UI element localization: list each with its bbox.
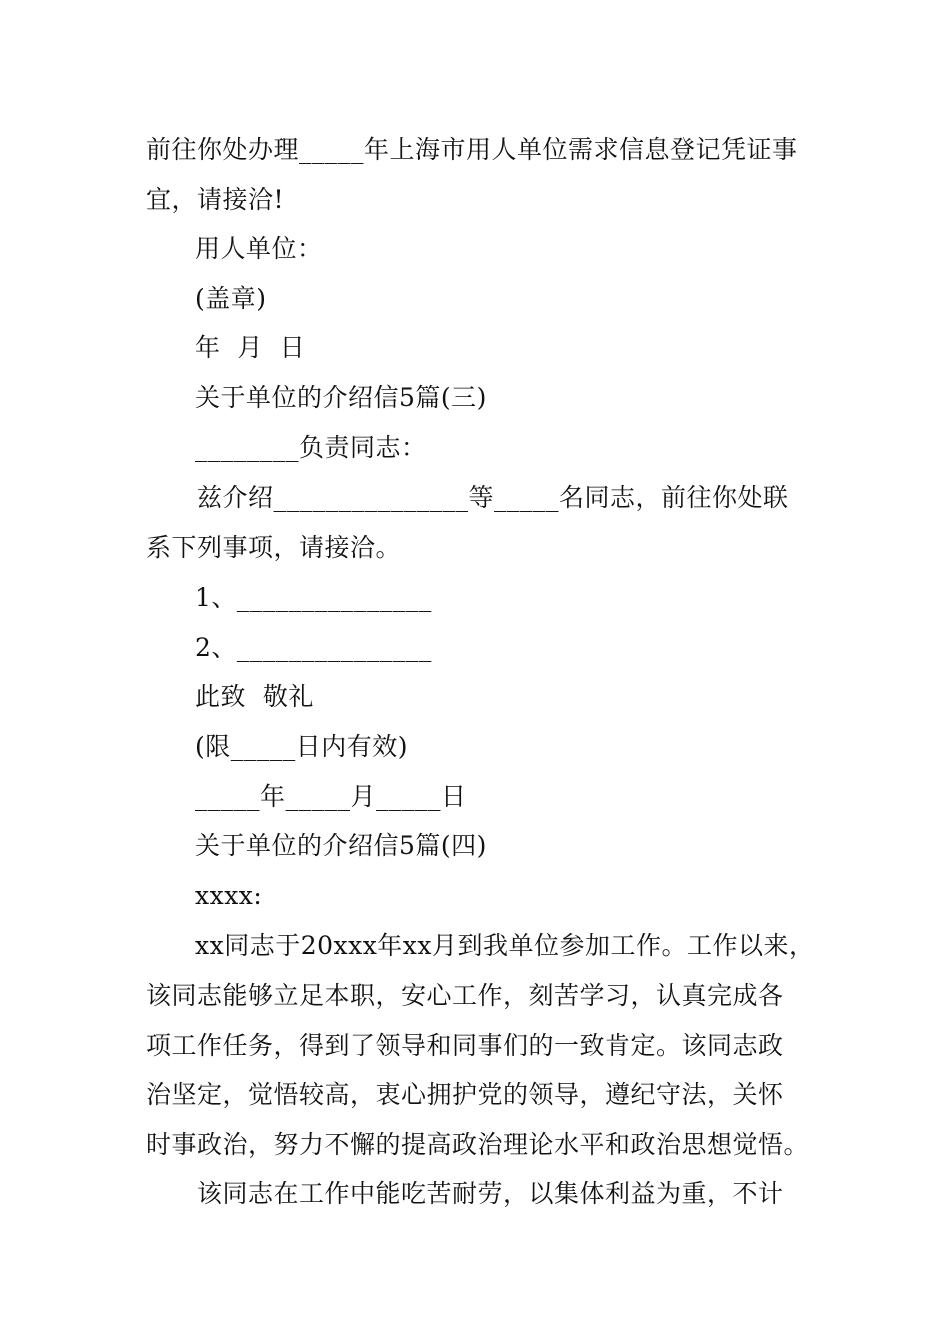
text-line: ________负责同志： <box>195 433 427 462</box>
section-heading: 关于单位的介绍信5篇(三) <box>195 383 487 412</box>
text-line: 该同志能够立足本职，安心工作，刻苦学习，认真完成各 <box>146 981 784 1010</box>
text-line: xx同志于20xxx年xx月到我单位参加工作。工作以来， <box>195 931 815 960</box>
text-line: 1、_______________ <box>195 583 432 612</box>
text-line: 兹介绍_______________等_____名同志，前往你处联 <box>197 483 789 512</box>
text-line: 宜，请接洽! <box>146 185 285 214</box>
text-line: 系下列事项，请接洽。 <box>146 533 402 562</box>
text-line: (盖章) <box>195 284 267 313</box>
text-line: 年 月 日 <box>195 333 306 362</box>
text-line: 项工作任务，得到了领导和同事们的一致肯定。该同志政 <box>146 1031 784 1060</box>
text-line: 前往你处办理_____年上海市用人单位需求信息登记凭证事 <box>146 135 798 164</box>
text-line: 该同志在工作中能吃苦耐劳，以集体利益为重，不计 <box>197 1179 784 1208</box>
text-line: (限_____日内有效) <box>195 732 409 761</box>
text-line: xxxx: <box>195 881 263 910</box>
text-line: 2、_______________ <box>195 633 432 662</box>
text-line: _____年_____月_____日 <box>195 782 467 811</box>
text-line: 治坚定，觉悟较高，衷心拥护党的领导，遵纪守法，关怀 <box>146 1080 784 1109</box>
section-heading: 关于单位的介绍信5篇(四) <box>195 831 487 860</box>
text-line: 时事政治，努力不懈的提高政治理论水平和政治思想觉悟。 <box>146 1130 810 1159</box>
text-line: 用人单位： <box>195 234 323 263</box>
text-line: 此致 敬礼 <box>195 682 314 711</box>
